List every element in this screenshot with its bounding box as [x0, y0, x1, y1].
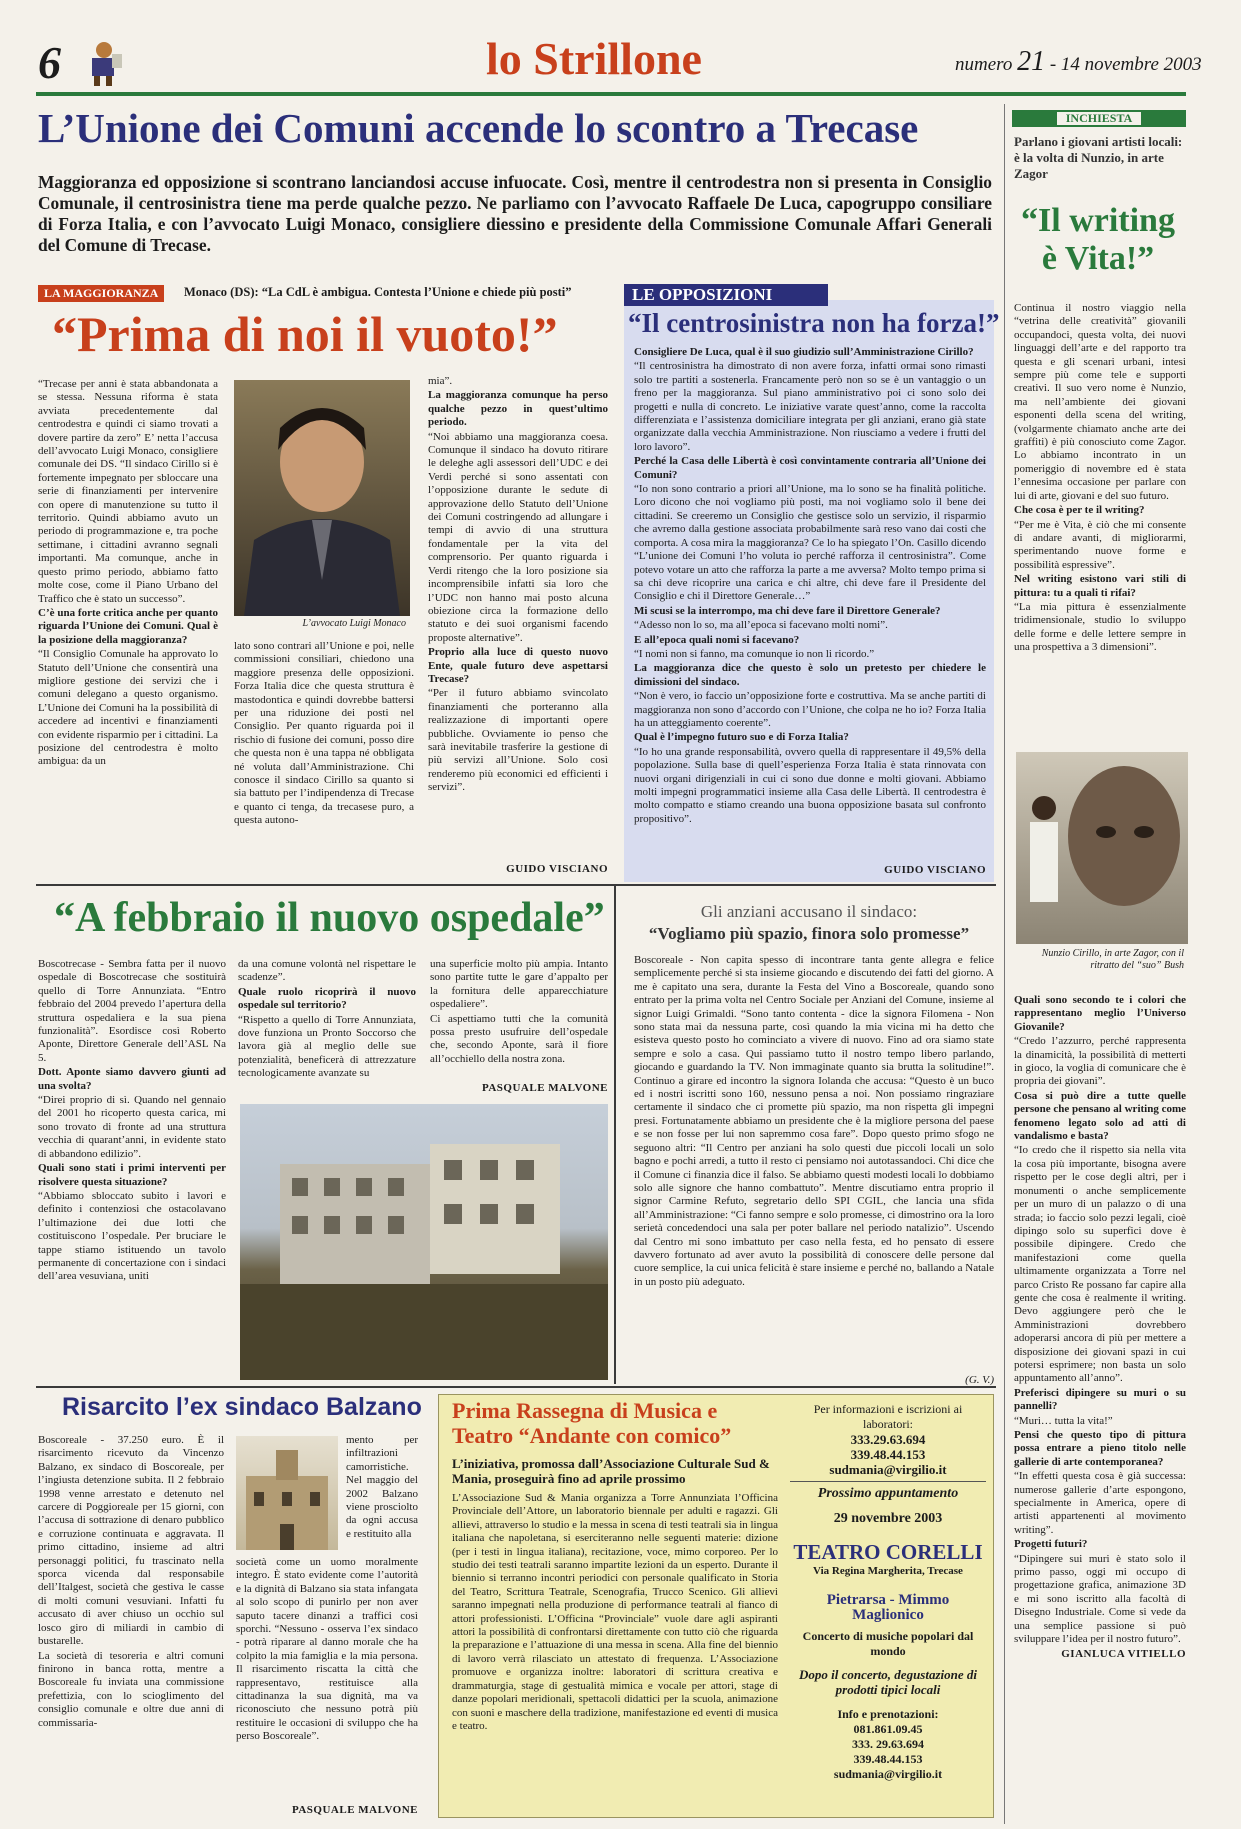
- signature: GIANLUCA VITIELLO: [1061, 1647, 1186, 1660]
- text-block: “Adesso non lo so, ma all’epoca si facevano molti nomi”.: [634, 619, 888, 632]
- text-block: una superficie molto più ampia. Intanto sono partite tutte le gare d’appalto per la fornitura delle apparecchiature ospedaliere”.: [430, 958, 608, 1011]
- mascot-icon: [84, 40, 126, 88]
- text-block: La società di tesoreria e altri comuni finirono in banca rotta, mentre a Boscoreale fu inviata una commissione prefettizia, con lo scioglimento del consiglio comunale e oltre due anni di commissaria-: [38, 1649, 224, 1729]
- phone: 339.48.44.153: [853, 1752, 923, 1766]
- next-date: 29 novembre 2003: [833, 1511, 943, 1526]
- maggioranza-kicker: Monaco (DS): “La CdL è ambigua. Contesta l’Unione e chiede più posti”: [184, 285, 572, 299]
- text-block: Continua il nostro viaggio nella “vetrina delle creatività” giovanili occupandoci, questa volta, dei nuovi linguaggi dell’arte e del rapporto tra questa e gli scenari urbani, intesi sempre più come tele e supporti creativi. Il suo vero nome è Nunzio, ma nell’ambiente dei giovani esponenti della scena del writing, (volgarmente chiamato anche arte dei graffiti) è più conosciuto come Zagor. Lo abbiamo incontrato in un pomeriggio di novembre ed è stata l’ennesima occasione per parlare con lui di arte, giovani e del suo futuro.: [1014, 302, 1186, 502]
- maggioranza-headline: “Prima di noi il vuoto!”: [52, 306, 558, 362]
- question: C’è una forte critica anche per quanto riguarda l’Unione dei Comuni. Qual è la posizione della maggioranza?: [38, 606, 218, 646]
- signature: GUIDO VISCIANO: [506, 863, 608, 875]
- inchiesta-intro: Parlano i giovani artisti locali: è la volta di Nunzio, in arte Zagor: [1014, 134, 1183, 181]
- text-block: da una comune volontà nel rispettare le scadenze”.: [238, 958, 416, 984]
- question: Qual è l’impegno futuro suo e di Forza Italia?: [634, 731, 849, 744]
- opposizioni-tag: LE OPPOSIZIONI: [624, 284, 828, 306]
- ospedale-col3: [430, 958, 608, 1080]
- inchiesta-body-2: [1014, 994, 1186, 1822]
- email[interactable]: sudmania@virgilio.it: [833, 1767, 943, 1781]
- maggioranza-tag: LA MAGGIORANZA: [38, 285, 164, 302]
- signature: PASQUALE MALVONE: [291, 1804, 418, 1816]
- info-label: Per informazioni e iscrizioni ai laboratori:: [813, 1402, 963, 1431]
- newspaper-title: lo Strillone: [486, 33, 702, 84]
- text-block: “Trecase per anni è stata abbandonata a se stessa. Nessuna riforma è stata avviata precedentemente dal centrodestra e quindi ci siamo trovati a dovere partire da zero” E’ netta l’accusa dell’avvocato Luigi Monaco, consigliere comunale dei DS. “Il sindaco Cirillo si è fortemente impegnato per sbloccare una serie di finanziamenti per intervenire con opere di manutenzione su tutto il territorio. Quindi abbiamo avuto un periodo di programmazione e, tra poche settimane, i cittadini avranno segnali importanti. Ma comunque, anche in questo primo periodo, abbiamo fatto molte cose, come il Piano Urbano del Traffico che è stato un successo”.: [38, 378, 218, 605]
- photo-caption: L’avvocato Luigi Monaco: [302, 618, 406, 629]
- issue-info: [955, 46, 1202, 78]
- question: Nel writing esistono vari stili di pittura: tu a quali ti rifai?: [1014, 573, 1186, 599]
- act: Pietrarsa - Mimmo Maglionico: [826, 1592, 950, 1623]
- zagor-photo: [1016, 752, 1188, 944]
- question: La maggioranza comunque ha perso qualche pezzo in quest’ultimo periodo.: [428, 389, 608, 429]
- text-block: Boscoreale - 37.250 euro. È il risarcimento ricevuto da Vincenzo Balzano, ex sindaco di Boscoreale, per l’ingiusta detenzione subita. Il 2 febbraio 1998 venne arrestato e detenuto nel carcere di Poggioreale per 15 giorni, con l’accusa di sottrazione di denaro pubblico e corruzione continuata e aggravata. Il primo cittadino, insieme ad altri personaggi politici, fu trascinato nella sporca vicenda dal responsabile dell’Italgest, società che gestiva le casse di molti comuni vesuviani. Infatti fu accusato di aver chiuso un occhio sul losco giro di miliardi in cambio di bustarelle.: [38, 1434, 224, 1648]
- text-block: “Rispetto a quello di Torre Annunziata, dove funziona un Pronto Soccorso che lavora già al meglio delle sue potenzialità, beneficerà di attrezzature tecnologicamente avanzate su: [238, 1013, 416, 1080]
- phone: 081.861.09.45: [853, 1722, 923, 1736]
- venue: TEATRO CORELLI: [793, 1540, 983, 1564]
- question: Progetti futuri?: [1014, 1538, 1088, 1551]
- maggioranza-col2: [234, 640, 414, 876]
- signature: PASQUALE MALVONE: [481, 1082, 608, 1094]
- next-label: Prossimo appuntamento: [817, 1486, 959, 1501]
- question: Proprio alla luce di questo nuovo Ente, quale futuro deve aspettarsi Trecase?: [428, 646, 608, 685]
- inchiesta-tag: [1012, 110, 1186, 127]
- text-block: società come un uomo moralmente integro. È stato evidente come l’autorità e la dignità di Balzano sia stata infangata al solo scopo di punirlo per non aver saputo tacere dinanzi a traffici così sporchi. “Nessuno - osserva l’ex sindaco - potrà riparare al danno morale che ha colpito la mia famiglia e la mia persona. Il risarcimento riscatta la città che rappresentavo, restituisce alla cittadinanza la sua dignità, ma va riconosciuto che nessuno potrà più restituire le occasioni di sviluppo che ha perso Boscoreale”.: [236, 1556, 418, 1743]
- opposizioni-headline: “Il centrosinistra non ha forza!”: [628, 308, 1000, 338]
- question: Cosa si può dire a tutte quelle persone che pensano al writing come fenomeno legato solo ad atti di vandalismo e basta?: [1014, 1089, 1186, 1143]
- issue-number: 21: [1017, 46, 1046, 77]
- inchiesta-tag-label: INCHIESTA: [1057, 112, 1141, 125]
- ospedale-headline: “A febbraio il nuovo ospedale”: [54, 895, 605, 941]
- text-block: “Per me è Vita, è ciò che mi consente di andare avanti, di migliorarmi, sperimentando nuove forme e possibilità espressive”.: [1014, 518, 1186, 571]
- townhall-photo: [236, 1436, 338, 1550]
- question: Pensi che questo tipo di pittura possa entrare a pieno titolo nelle gallerie di arte contemporanea?: [1014, 1429, 1186, 1468]
- rassegna-info: [790, 1402, 986, 1782]
- question: Consigliere De Luca, qual è il suo giudizio sull’Amministrazione Cirillo?: [634, 346, 974, 358]
- text-block: L’Associazione Sud & Mania organizza a Torre Annunziata l’Officina Provinciale dell’Attore, un laboratorio biennale per adulti e ragazzi. Gli allievi, attraverso lo studio e la messa in scena di testi teatrali sia in lingua italiana che napoletana, si eserciteranno nelle seguenti materie: dizione (per i testi in lingua italiana), recitazione, voce, mimo corporeo. Per lo studio dei testi teatrali saranno impartite lezioni da un esperto. Durante il biennio si terranno incontri periodici con personale qualificato in Storia del Teatro, Scrittura Teatrale, Scenografia, Trucco Scenico. Gli allievi saranno impegnati nella produzione di performance teatrali al fianco di attori professionisti. L’Officina “Provinciale” vuole dare agli aspiranti attori la possibilità di confrontarsi direttamente con tutto ciò che riguarda la preparazione e l’attuazione di una messa in scena. Alla fine del biennio di lavoro verrà rilasciato un attestato di frequenza. L’Associazione promuove e organizza inoltre: laboratori di scrittura creativa e drammaturgia, stage di gestualità mimica e vocale per attori, stage di danze popolari meridionali, spettacoli didattici per la scuola, animazione con suoni e maschere della tradizione, manifestazione ed eventi di musica e teatro.: [452, 1492, 778, 1732]
- monaco-photo: [234, 380, 410, 616]
- question: Quali sono secondo te i colori che rappresentano meglio l’Universo Giovanile?: [1014, 994, 1186, 1033]
- question: Quali sono stati i primi interventi per risolvere questa situazione?: [38, 1162, 226, 1188]
- balzano-col2b: [236, 1556, 418, 1804]
- zagor-caption: Nunzio Cirillo, in arte Zagor, con il ritratto del “suo” Bush: [1041, 948, 1184, 971]
- inchiesta-body: [1014, 302, 1186, 744]
- balzano-col2a: [346, 1434, 418, 1554]
- text-block: “Credo l’azzurro, perché rappresenta la dinamicità, la possibilità di metterti in gioco, la voglia di comunicare che è propria dei giovani”.: [1014, 1035, 1186, 1088]
- phone: 339.48.44.153: [850, 1447, 926, 1462]
- text-block: “La mia pittura è essenzialmente tridimensionale, studio lo sviluppo delle forme e delle lettere sempre in una prospettiva a 3 dimensioni”.: [1014, 600, 1186, 654]
- issue-prefix: numero: [955, 54, 1013, 75]
- question: E all’epoca quali nomi si facevano?: [634, 633, 800, 646]
- divider: [36, 884, 996, 886]
- text-block: Ci aspettiamo tutti che la comunità possa presto usufruire dell’ospedale che, secondo Aponte, sarà il fiore all’occhiello della nostra zona.: [430, 1012, 608, 1065]
- phone: 333.29.63.694: [850, 1432, 926, 1447]
- issue-date: - 14 novembre 2003: [1049, 54, 1202, 75]
- text-block: “Noi abbiamo una maggioranza coesa. Comunque il sindaco ha dovuto ritirare le deleghe agli assessori dell’UDC e dei Verdi perché si sono assentati con l’opposizione durante le sedute di approvazione dello Statuto dell’Unione dei Comuni costringendo ad allungare i tempi di avvio di una struttura fondamentale per la vita del comprensorio. Per quanto riguarda i Verdi ritengo che la loro posizione sia incomprensibile infatti sia loro che l’UDC non hanno mai posto alcuna obiezione circa la formazione dello statuto e dei suoi organismi facendo proposte alternative”.: [428, 430, 608, 644]
- anziani-headline-1: Gli anziani accusano il sindaco:: [700, 902, 918, 921]
- standfirst: Maggioranza ed opposizione si scontrano lanciandosi accuse infuocate. Così, mentre il centrodestra non si presenta in Consiglio Comunale, il centrosinistra tiene ma perde qualche pezzo. Ne parliamo con l’avvocato Raffaele De Luca, capogruppo consiliare di Forza Italia, e con l’avvocato Luigi Monaco, consigliere diessino e presidente della Commissione Comunale Affari Generali del Comune di Trecase.: [38, 172, 992, 255]
- question: Che cosa è per te il writing?: [1014, 504, 1145, 517]
- text-block: “Dipingere sui muri è stato solo il primo passo, oggi mi occupo di progettazione grafica, animazione 3D e mi sono iscritto alla facoltà di Disegno Industriale. Come si vede da una semplice passione si può sviluppare l’idea per il nostro futuro”.: [1014, 1552, 1186, 1646]
- text-block: “Non è vero, io faccio un’opposizione forte e costruttiva. Ma se anche partiti di maggioranza non sono d’accordo con l’Unione, che colpa ne ho io? Forza Italia ha un atteggiamento coerente”.: [634, 690, 986, 729]
- balzano-headline: Risarcito l’ex sindaco Balzano: [62, 1393, 422, 1421]
- text-block: Boscoreale - Non capita spesso di incontrare tanta gente allegra e felice semplicemente perché si sta insieme giocando e discutendo dei fatti del giorno. A me è capitato una sera, durante la Festa del Vino a Boscoreale, quando sono entrato per la prima volta nel Centro Sociale per Anziani del Comune, insieme al signor Luigi Grimaldi. “Sono tanto contenta - dice la signora Filomena - Non sono stata mai da nessuna parte, così quando la mia vicina mi ha detto che esisteva questo posto ho cominciato a vivere di nuovo. Fino ad ora siamo state sempre e solo a casa. Qui passiamo tutto il nostro tempo libero parlando, giocando e guardando la TV. Non immaginate quanto sia brutta la solitudine!”. Continuo a girare ed incontro la signora Iolanda che accusa: “Questo è un buco ed i nostri iscritti sono 160, nessuno pensa a noi. Non possiamo ringraziare certamente il sindaco che ci promette più spazio, ma non rispetta gli impegni presi. Fortunatamente abbiamo un presidente che è la migliore persona del paese e se non fosse per lui non sapremmo cosa fare”. Dopo questo primo sfogo ne seguono altri: “Il Centro per anziani ha solo questi due piccoli locali un solo bagno e pochi arredi, a tutto il resto ci pensiamo noi autotassandoci. Chi dice che il Comune ci finanzia dice il falso. Se abbiamo questi modesti locali lo dobbiamo solo alle signore che hanno combattuto”. Mentre discutiamo entra proprio il signor Carmine Refuto, segretario dello SPI CGIL, che lancia una sfida all’Amministrazione: “Ci fanno sempre e solo promesse, ci dimostrino ora la loro serietà concedendoci una sala per poter ballare nel periodo natalizio”. Uscendo dal Centro mi sono imbattuto per caso nella festa, ed ho pensato di essere davvero fortunato ad aver avuto la possibilità di conoscere delle persone dal cuore semplice, la cui unica felicità è stare insieme e perché no, ballando a Natale in un posto più adeguato.: [634, 954, 994, 1288]
- text-block: “Muri… tutta la vita!”: [1014, 1414, 1113, 1427]
- email[interactable]: sudmania@virgilio.it: [829, 1462, 947, 1477]
- text-block: “Per il futuro abbiamo svincolato finanziamenti che porteranno alla realizzazione di importanti opere pubbliche. Ovviamente io penso che sarà inevitabile trasferire la gestione di più servizi all’Unione. Solo così renderemo più economici ed efficienti i servizi”.: [428, 687, 608, 794]
- maggioranza-col3: [428, 375, 608, 858]
- maggioranza-col1: [38, 378, 218, 874]
- anziani-body: [634, 954, 994, 1372]
- phone: 333. 29.63.694: [852, 1737, 924, 1751]
- hospital-photo: [240, 1104, 608, 1380]
- text-block: lato sono contrari all’Unione e poi, nelle commissioni consiliari, chiedono una maggiore presenza delle opposizioni. Forza Italia dice che questa struttura è mastodontica e quindi dovrebbe battersi per una riduzione dei posti nel Consiglio. Per quanto riguarda poi il rischio di fusione dei comuni, posso dire che questa non è una tappa né obbligata né voluta dall’Amministrazione. Chi conosce il sindaco Cirillo sa quanto si sia battuto per l’indipendenza di Trecase e quanto ci tenga, da trecasese puro, a questa autono-: [234, 640, 414, 827]
- anziani-headline-2: “Vogliamo più spazio, finora solo promesse”: [648, 924, 970, 943]
- text-block: “Il Consiglio Comunale ha approvato lo Statuto dell’Unione che consentirà una migliore gestione dei servizi che i comuni delegano a questo organismo. L’Unione dei Comuni ha la possibilità di accedere ad incentivi e finanziamenti con evidente risparmio per i cittadini. La posizione del centrodestra è molto ambigua: da un: [38, 648, 218, 768]
- divider: [614, 884, 616, 1384]
- rassegna-headline: Prima Rassegna di Musica e Teatro “Andante con comico”: [452, 1398, 732, 1448]
- text-block: “In effetti questa cosa è già successa: numerose gallerie d’arte espongono, specialmente in America, opere di artisti appartenenti al movimento writing”.: [1014, 1470, 1186, 1536]
- text-block: mento per infiltrazioni camorristiche. Nel maggio del 2002 Balzano viene prosciolto da ogni accusa e restituito alla: [346, 1434, 418, 1540]
- text-block: Boscotrecase - Sembra fatta per il nuovo ospedale di Boscotrecase che sostituirà quello di Torre Annunziata. “Entro febbraio del 2004 prevedo l’apertura della struttura ospedaliera e la sua piena funzionalità”. Esordisce così Roberto Aponte, Direttore Generale dell’ASL Na 5.: [38, 958, 226, 1064]
- after-note: Dopo il concerto, degustazione di prodotti tipici locali: [798, 1667, 978, 1697]
- column-divider: [1004, 104, 1005, 1824]
- rassegna-body: [452, 1492, 778, 1814]
- text-block: “Io credo che il rispetto sia nella vita la cosa più importante, bisogna avere rispetto per le cose degli altri, per i monumenti o anche semplicemente per un muro di un palazzo o di una strada; io faccio solo pezzi legali, cioè dipingo solo su superfici dove è possibile dipingere. Credo che manifestazioni come quella ultimamente organizzata a Torre nel parco Cristo Re possano far capire alla gente che cosa è realmente il writing. Devo aggiungere però che le Amministrazioni dovrebbero adoperarsi ancora di più per mettere a disposizione dei giovani spazi in cui potersi esprimere; non basta un solo appuntamento all’anno”.: [1014, 1144, 1186, 1385]
- text-block: “Io ho una grande responsabilità, ovvero quella di rappresentare il 49,5% della popolazione. Sulla base di quell’esperienza Forza Italia è stata rinnovata con nuovi organi dirigenziali in cui ci sono due donne e molti giovani. Abbiamo molti impegni programmatici insieme alla Casa delle Libertà. Il centrodestra è molto compatto e stiamo creando una buona opposizione basata sul confronto propositivo”.: [634, 745, 986, 825]
- inchiesta-headline: “Il writing è Vita!”: [1021, 202, 1175, 277]
- question: Dott. Aponte siamo davvero giunti ad una svolta?: [38, 1066, 226, 1092]
- masthead-rule: [36, 92, 1186, 96]
- question: Mi scusi se la interrompo, ma chi deve fare il Direttore Generale?: [634, 604, 941, 617]
- signature: (G. V.): [965, 1374, 994, 1386]
- rassegna-subhead: L’iniziativa, promossa dall’Associazione Culturale Sud & Mania, proseguirà fino ad aprile prossimo: [452, 1456, 770, 1486]
- balzano-col1: [38, 1434, 224, 1816]
- main-headline: L’Unione dei Comuni accende lo scontro a Trecase: [38, 105, 919, 151]
- text-block: “Abbiamo sbloccato subito i lavori e definito i contenziosi che ostacolavano l’ultimazione dei due lotti che costituiscono l’ospedale. Per bruciare le tappe stiamo istituendo un tavolo permanente di concertazione con i sindaci dell’area vesuviana, uniti: [38, 1189, 226, 1283]
- ospedale-col1: [38, 958, 226, 1378]
- opposizioni-body: [634, 346, 986, 860]
- ospedale-col2: [238, 958, 416, 1098]
- question: Perché la Casa delle Libertà è così convintamente contraria all’Unione dei Comuni?: [634, 455, 986, 481]
- signature: GUIDO VISCIANO: [884, 864, 986, 876]
- divider: [790, 1481, 986, 1482]
- text-block: “I nomi non si fanno, ma comunque io non li ricordo.”: [634, 647, 875, 660]
- act-description: Concerto di musiche popolari dal mondo: [802, 1629, 974, 1658]
- text-block: “Io non sono contrario a priori all’Unione, ma lo sono se ha finalità politiche. Loro dicono che noi vogliamo più posti, ma noi vogliamo solo il bene dei cittadini. Se creeremo un Consiglio che gestisce solo un servizio, il risparmio che avremo dalla gestione associata probabilmente sarà reso vano dai costi che comporta. A cosa mira la maggioranza? Ce lo ha spiegato l’On. Casillo dicendo “L’unione dei Comuni l’ho voluta io perché rafforza il centrosinistra”. Come potevo votare un atto che rafforza la parte a me avversa? Molto tempo prima si sa chi deve ricoprire una carica e chi altre, chi deve fare il Presidente del Consiglio e chi il Direttore Generale…”: [634, 483, 986, 603]
- question: Preferisci dipingere su muri o su pannelli?: [1014, 1386, 1186, 1413]
- text-block: “Il centrosinistra ha dimostrato di non avere forza, infatti ormai sono rimasti solo tre partiti a sostenerla. Francamente però non so se è un vantaggio o un freno per la maggioranza. Sul piano amministrativo poi ci sono solo dei progetti e nulla di concreto. Le iniziative varate quest’anno, come la raccolta differenziata e l’assistenza domiciliare integrata per gli anziani, erano già state organizzate dalla vecchia Amministrazione. Non riusciamo a vedere i frutti del loro lavoro”.: [634, 360, 986, 453]
- text-block: “Direi proprio di sì. Quando nel gennaio del 2001 ho ricoperto questa carica, mi sono trovato di fronte ad una struttura vecchia di quarant’anni, in evidente stato di abbandono edilizio”.: [38, 1094, 226, 1160]
- address: Via Regina Margherita, Trecase: [813, 1565, 963, 1577]
- question: Quale ruolo ricoprirà il nuovo ospedale sul territorio?: [238, 985, 416, 1012]
- page-number: 6: [38, 37, 61, 88]
- question: La maggioranza dice che questo è solo un pretesto per chiedere le dimissioni del sindaco.: [634, 662, 986, 688]
- booking-label: Info e prenotazioni:: [837, 1707, 939, 1721]
- divider: [36, 1386, 996, 1388]
- text-block: mia”.: [428, 375, 453, 387]
